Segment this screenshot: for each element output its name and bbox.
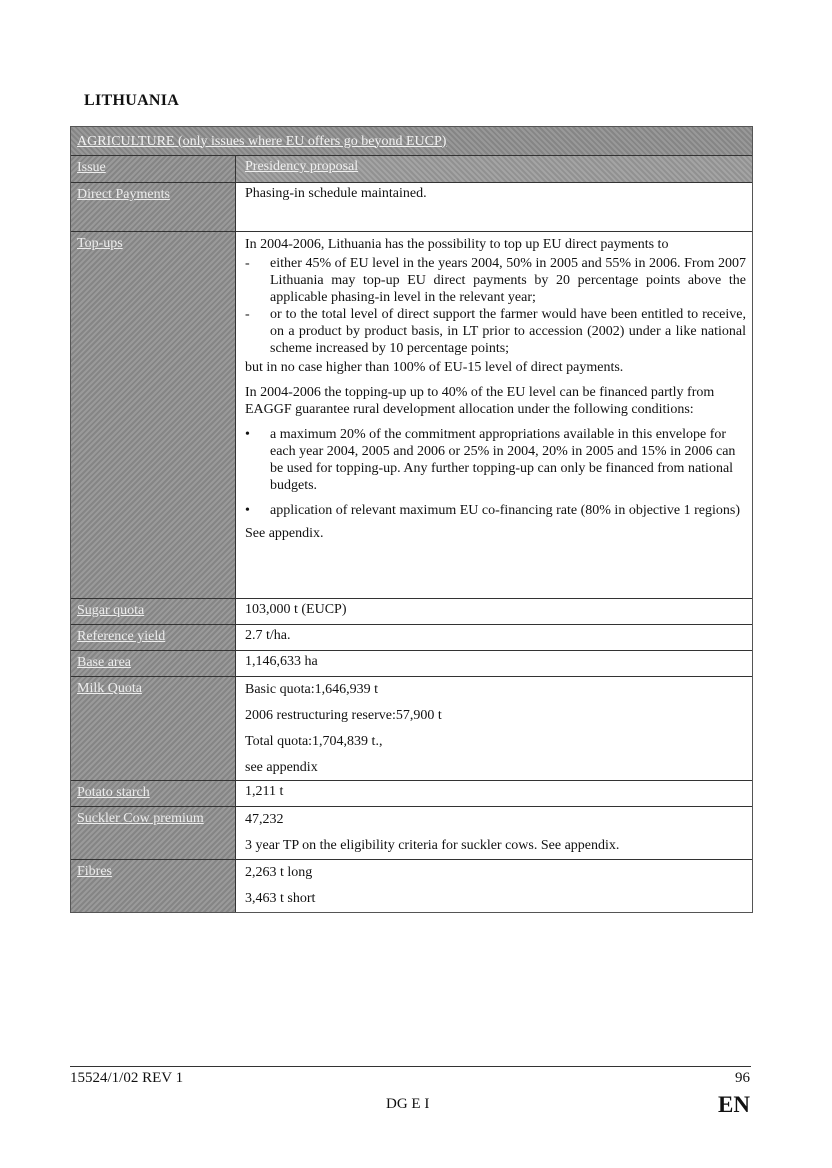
row-label-suckler-cow-premium: Suckler Cow premium: [71, 807, 236, 859]
milk-restructuring-reserve: 2006 restructuring reserve:57,900 t: [245, 708, 442, 723]
table-row: [71, 807, 752, 860]
top-ups-intro: In 2004-2006, Lithuania has the possibility to top up EU direct payments to: [245, 237, 669, 252]
issue-column-header: Issue: [71, 156, 236, 182]
directorate-label: DG E I: [386, 1096, 430, 1112]
milk-see-appendix: see appendix: [245, 760, 318, 775]
table-row: [71, 781, 752, 807]
top-ups-limit: but in no case higher than 100% of EU-15 level of direct payments.: [245, 360, 624, 375]
fibres-text: [236, 860, 752, 912]
row-label-milk-quota: Milk Quota: [71, 677, 236, 780]
suckler-cow-count: 47,232: [245, 812, 284, 827]
row-label-top-ups: Top-ups: [71, 232, 236, 598]
list-item: • application of relevant maximum EU co-financing rate (80% in objective 1 regions): [245, 503, 741, 518]
sugar-quota-text: 103,000 t (EUCP): [245, 602, 347, 617]
suckler-cow-text: [236, 807, 752, 859]
row-label-fibres: Fibres: [71, 860, 236, 912]
footer-divider: [70, 1066, 751, 1067]
table-row: [71, 677, 752, 781]
top-ups-text: [236, 232, 752, 598]
milk-total-quota: Total quota:1,704,839 t.,: [245, 734, 383, 749]
top-ups-see-appendix: See appendix.: [245, 526, 324, 541]
row-label-direct-payments: Direct Payments: [71, 183, 236, 231]
list-item: - or to the total level of direct support the farmer would have been entitled to receive, on a product by product basis, in LT prior to accession (2002) under a like national scheme increased by 10 percentage points;: [245, 307, 746, 356]
country-heading: LITHUANIA: [84, 92, 180, 109]
table-row: [71, 860, 752, 912]
section-header: AGRICULTURE (only issues where EU offers go beyond EUCP): [71, 127, 752, 156]
direct-payments-text: Phasing-in schedule maintained.: [245, 186, 427, 201]
top-ups-financing: In 2004-2006 the topping-up up to 40% of the EU level can be financed partly from EAGGF guarantee rural development allocation under the following conditions:: [245, 385, 715, 417]
suckler-cow-note: 3 year TP on the eligibility criteria for suckler cows. See appendix.: [245, 838, 620, 853]
table-row: [71, 651, 752, 677]
milk-quota-text: [236, 677, 752, 780]
language-code: EN: [718, 1092, 750, 1117]
table-row: [71, 232, 752, 599]
base-area-text: 1,146,633 ha: [245, 654, 318, 669]
agriculture-table: [70, 126, 753, 913]
document-reference: 15524/1/02 REV 1: [70, 1070, 184, 1086]
list-item: • a maximum 20% of the commitment appropriations available in this envelope for each year 2004, 2005 and 2006 or 25% in 2004, 20% in 2005 and 15% in 2006 can be used for topping-up. Any further topping-up can only be financed from national budgets.: [245, 427, 736, 493]
table-row: [71, 183, 752, 232]
page-number: 96: [735, 1070, 750, 1086]
table-header-row: [71, 156, 752, 183]
row-label-base-area: Base area: [71, 651, 236, 676]
proposal-column-header: Presidency proposal: [236, 156, 752, 182]
milk-basic-quota: Basic quota:1,646,939 t: [245, 682, 378, 697]
row-label-sugar-quota: Sugar quota: [71, 599, 236, 624]
potato-starch-text: 1,211 t: [245, 784, 284, 799]
table-row: [71, 599, 752, 625]
reference-yield-text: 2.7 t/ha.: [245, 628, 291, 643]
row-label-potato-starch: Potato starch: [71, 781, 236, 806]
fibres-long: 2,263 t long: [245, 865, 313, 880]
list-item: - either 45% of EU level in the years 2004, 50% in 2005 and 55% in 2006. From 2007 Lithuania may top-up EU direct payments by 20 percentage points above the applicable phasing-in level in the relevant year;: [245, 256, 746, 305]
table-row: [71, 625, 752, 651]
row-label-reference-yield: Reference yield: [71, 625, 236, 650]
fibres-short: 3,463 t short: [245, 891, 316, 906]
